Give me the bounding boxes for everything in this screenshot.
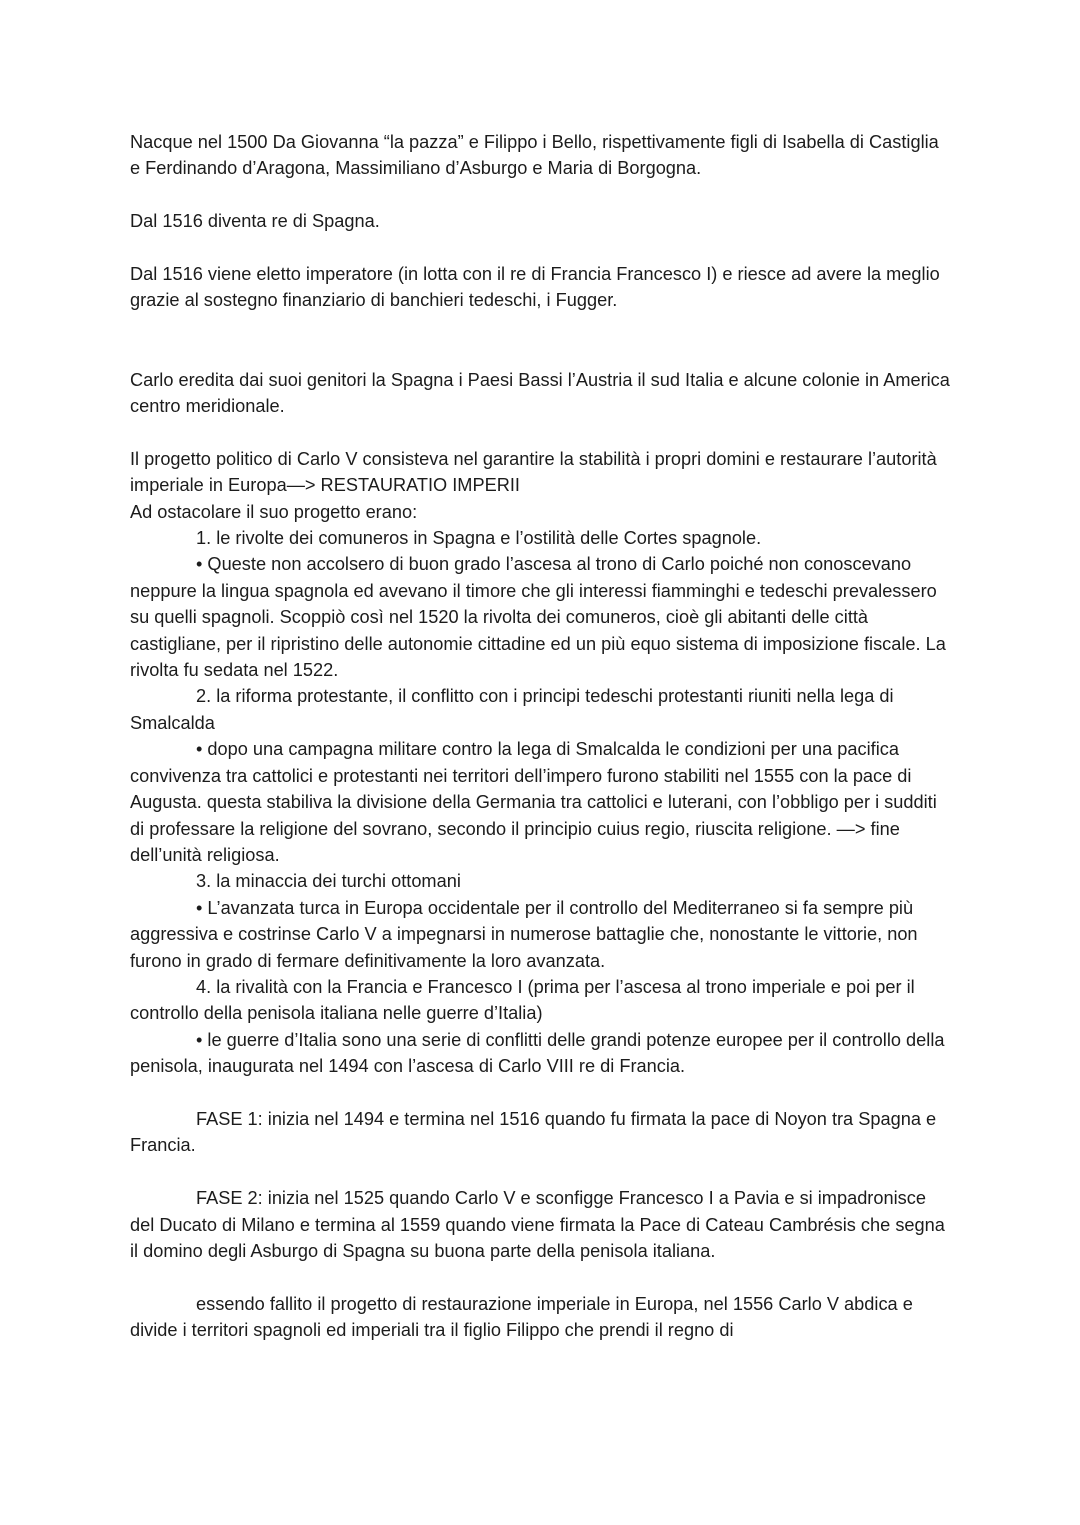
- bullet-item-1: • Queste non accolsero di buon grado l’ascesa al trono di Carlo poiché non conoscevano neppure la lingua spagnola ed avevano il timore che gli interessi fiamminghi e tedeschi prevalessero su quelli spagnoli. Scoppiò così nel 1520 la rivolta dei comuneros, cioè gli abitanti delle città castigliane, per il ripristino delle autonomie cittadine ed un più equo sistema di imposizione fiscale. La rivolta fu sedata nel 1522.: [130, 554, 946, 681]
- paragraph-king-of-spain: Dal 1516 diventa re di Spagna.: [130, 211, 380, 232]
- list-item-2: 2. la riforma protestante, il conflitto con i principi tedeschi protestanti riuniti nella lega di Smalcalda: [130, 686, 894, 733]
- paragraph-inheritance: Carlo eredita dai suoi genitori la Spagna i Paesi Bassi l’Austria il sud Italia e alcune colonie in America centro meridionale.: [130, 369, 950, 417]
- list-item-4: 4. la rivalità con la Francia e Francesco I (prima per l’ascesa al trono imperiale e poi per il controllo della penisola italiana nelle guerre d’Italia): [130, 976, 915, 1024]
- list-item-1: 1. le rivolte dei comuneros in Spagna e l’ostilità delle Cortes spagnole.: [196, 528, 762, 549]
- paragraph-birth: Nacque nel 1500 Da Giovanna “la pazza” e Filippo i Bello, rispettivamente figli di Isabella di Castiglia e Ferdinando d’Aragona, Massimiliano d’Asburgo e Maria di Borgogna.: [130, 132, 939, 179]
- bullet-item-3: • L’avanzata turca in Europa occidentale per il controllo del Mediterraneo si fa sempre più aggressiva e costrinse Carlo V a impegnarsi in numerose battaglie che, nonostante le vittorie, non furono in grado di fermare definitivamente la loro avanzata.: [130, 897, 918, 971]
- paragraph-political-project: Il progetto politico di Carlo V consisteva nel garantire la stabilità i propri domini e restaurare l’autorità imperiale in Europa—> RESTAURATIO IMPERII: [130, 448, 937, 496]
- list-item-3: 3. la minaccia dei turchi ottomani: [196, 871, 461, 892]
- paragraph-elected-emperor: Dal 1516 viene eletto imperatore (in lotta con il re di Francia Francesco I) e riesce ad avere la meglio grazie al sostegno finanziario di banchieri tedeschi, i Fugger.: [130, 264, 940, 311]
- document-body: [130, 129, 950, 1344]
- paragraph-fase-2: FASE 2: inizia nel 1525 quando Carlo V e sconfigge Francesco I a Pavia e si impadronisce del Ducato di Milano e termina al 1559 quando viene firmata la Pace di Cateau Cambrésis che segna il domino degli Asburgo di Spagna su buona parte della penisola italiana.: [130, 1188, 945, 1261]
- bullet-item-4: • le guerre d’Italia sono una serie di conflitti delle grandi potenze europee per il controllo della penisola, inaugurata nel 1494 con l’ascesa di Carlo VIII re di Francia.: [130, 1029, 945, 1077]
- paragraph-fase-1: FASE 1: inizia nel 1494 e termina nel 1516 quando fu firmata la pace di Noyon tra Spagna e Francia.: [130, 1108, 937, 1156]
- paragraph-obstacles-intro: Ad ostacolare il suo progetto erano:: [130, 501, 418, 522]
- bullet-item-2: • dopo una campagna militare contro la lega di Smalcalda le condizioni per una pacifica convivenza tra cattolici e protestanti nei territori dell’impero furono stabiliti nel 1555 con la pace di Augusta. questa stabiliva la divisione della Germania tra cattolici e luterani, con l’obbligo per i sudditi di professare la religione del sovrano, secondo il principio cuius regio, riuscita religione. —> fine dell’unità religiosa.: [130, 739, 937, 865]
- paragraph-abdication: essendo fallito il progetto di restaurazione imperiale in Europa, nel 1556 Carlo V abdica e divide i territori spagnoli ed imperiali tra il figlio Filippo che prendi il regno di: [130, 1293, 913, 1341]
